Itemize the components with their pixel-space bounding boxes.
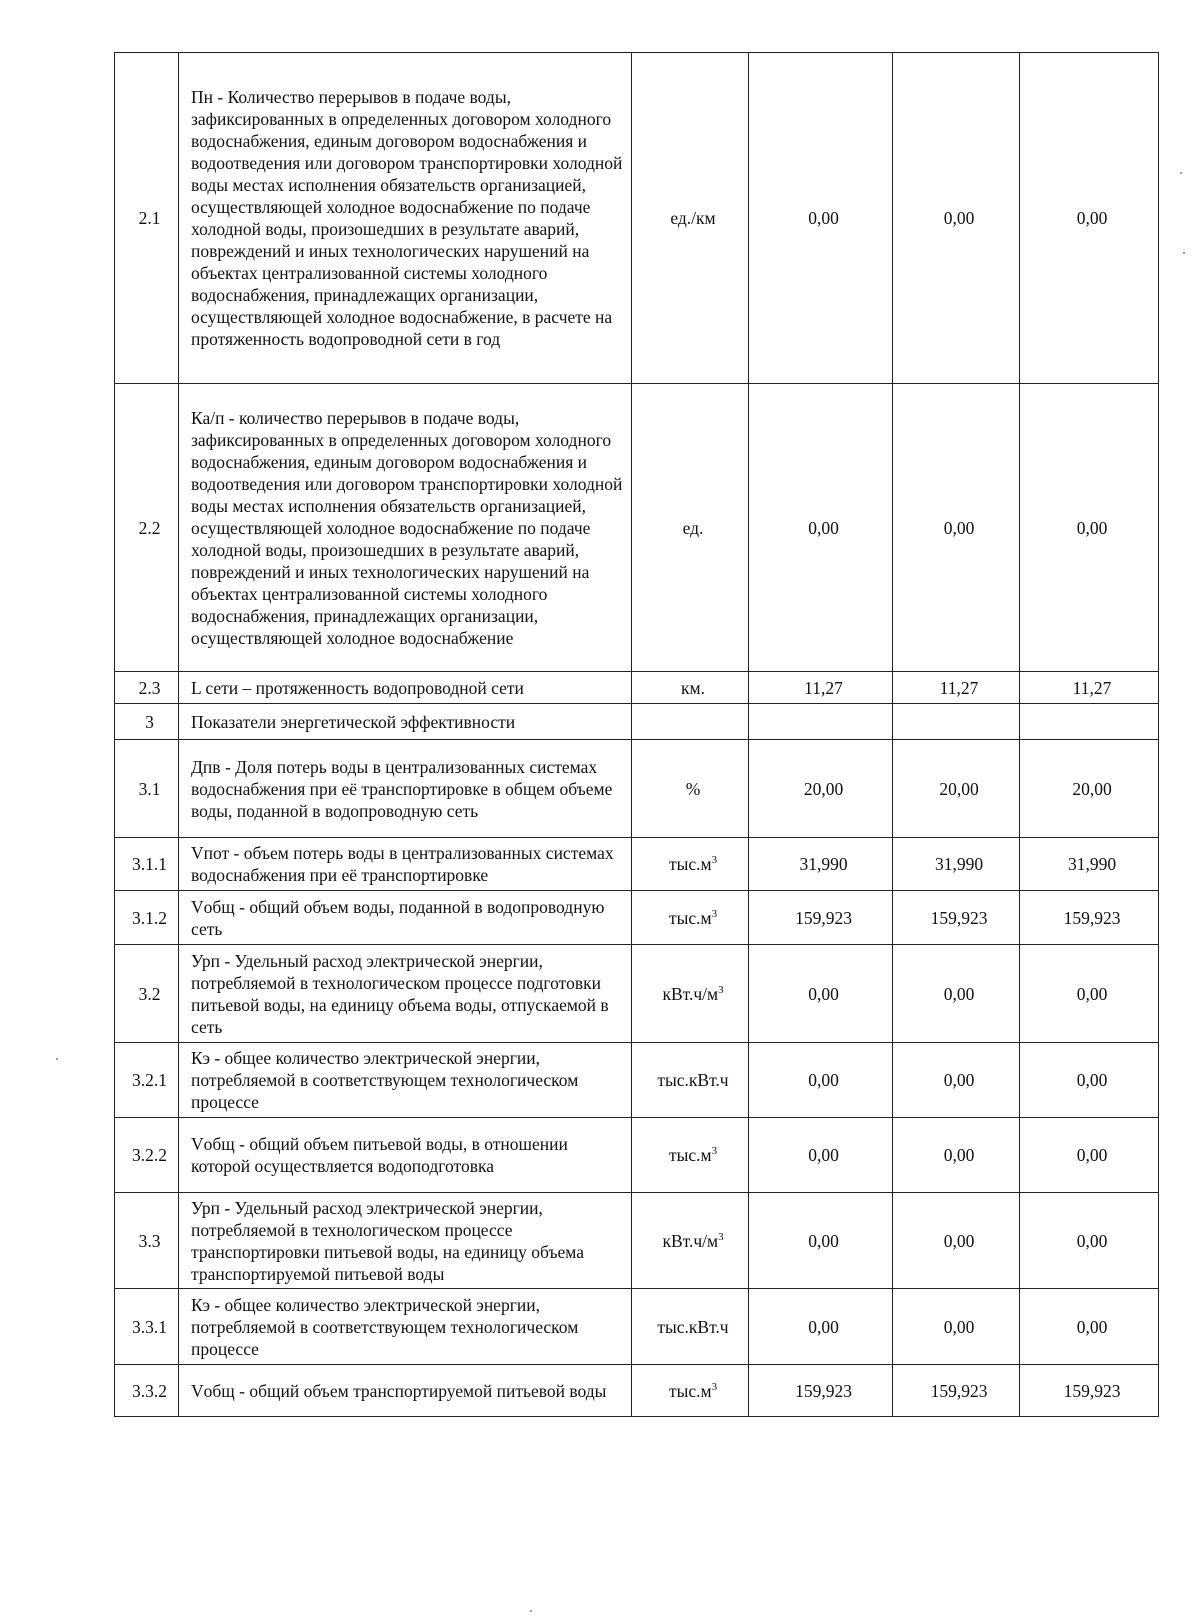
unit-cell (632, 672, 749, 704)
unit-superscript: 3 (711, 854, 718, 867)
scan-speck (530, 1610, 532, 1612)
indicator-name: Vпот - объем потерь воды в централизованных системах водоснабжения при её транспортировке (179, 838, 632, 891)
table-row (115, 704, 1159, 740)
value-cell-1: 0,00 (749, 384, 893, 672)
value-cell-2: 0,00 (893, 1118, 1020, 1193)
unit-cell (632, 740, 749, 838)
indicator-name: Пн - Количество перерывов в подаче воды, зафиксированных в определенных договором холодного водоснабжения, единым договором водоснабжения и водоотведения или договором транспортировки холодной воды местах исполнения обязательств организацией, осуществляющей холодное водоснабжение по подаче холодной воды, произошедших в результате аварий, повреждений и иных технологических нарушений на объектах централизованной системы холодного водоснабжения, принадлежащих организации, осуществляющей холодное водоснабжение, в расчете на протяженность водопроводной сети в год (179, 53, 632, 384)
value-cell-2: 20,00 (893, 740, 1020, 838)
table-row (115, 838, 1159, 891)
unit-cell (632, 1365, 749, 1417)
unit-superscript: 3 (718, 1230, 724, 1243)
unit-cell (632, 1289, 749, 1365)
row-number: 3.3.2 (115, 1365, 179, 1417)
row-number: 3.2.1 (115, 1043, 179, 1118)
value-cell-3: 0,00 (1020, 1289, 1159, 1365)
unit-label: тыс.м (668, 1145, 712, 1165)
value-cell-1 (749, 704, 893, 740)
row-number: 3.1 (115, 740, 179, 838)
row-number: 2.1 (115, 53, 179, 384)
unit-cell (632, 945, 749, 1043)
indicators-table (114, 52, 1159, 1417)
row-number: 3.3 (115, 1193, 179, 1289)
value-cell-2: 0,00 (893, 1193, 1020, 1289)
unit-cell (632, 704, 749, 740)
value-cell-1: 0,00 (749, 1118, 893, 1193)
unit-superscript: 3 (711, 1380, 718, 1393)
scan-speck (1180, 172, 1182, 174)
value-cell-3: 0,00 (1020, 1043, 1159, 1118)
value-cell-1: 0,00 (749, 1193, 893, 1289)
table-row (115, 1193, 1159, 1289)
value-cell-2: 0,00 (893, 53, 1020, 384)
value-cell-2 (893, 704, 1020, 740)
unit-cell (632, 1043, 749, 1118)
value-cell-1: 159,923 (749, 891, 893, 945)
value-cell-3: 0,00 (1020, 384, 1159, 672)
value-cell-2: 0,00 (893, 1289, 1020, 1365)
value-cell-1: 0,00 (749, 1043, 893, 1118)
row-number: 3.2 (115, 945, 179, 1043)
table-row (115, 1365, 1159, 1417)
section-heading: Показатели энергетической эффективности (179, 704, 632, 740)
indicator-name: Ка/п - количество перерывов в подаче воды, зафиксированных в определенных договором холодного водоснабжения, единым договором водоснабжения и водоотведения или договором транспортировки холодной воды местах исполнения обязательств организацией, осуществляющей холодное водоснабжение по подаче холодной воды, произошедших в результате аварий, повреждений и иных технологических нарушений на объектах централизованной системы холодного водоснабжения, принадлежащих организации, осуществляющей холодное водоснабжение (179, 384, 632, 672)
value-cell-2: 11,27 (893, 672, 1020, 704)
indicator-name: Урп - Удельный расход электрической энергии, потребляемой в технологическом процессе подготовки питьевой воды, на единицу объема воды, отпускаемой в сеть (179, 945, 632, 1043)
table-row (115, 1043, 1159, 1118)
value-cell-3 (1020, 704, 1159, 740)
indicator-name: Кэ - общее количество электрической энергии, потребляемой в соответствующем технологическом процессе (179, 1043, 632, 1118)
unit-cell (632, 384, 749, 672)
unit-label: ед. (682, 517, 704, 538)
value-cell-3: 0,00 (1020, 1193, 1159, 1289)
unit-cell (632, 53, 749, 384)
table-row (115, 1118, 1159, 1193)
indicator-name: Дпв - Доля потерь воды в централизованных системах водоснабжения при её транспортировке в общем объеме воды, поданной в водопроводную сеть (179, 740, 632, 838)
value-cell-1: 0,00 (749, 1289, 893, 1365)
unit-cell (632, 1118, 749, 1193)
table-row (115, 945, 1159, 1043)
value-cell-2: 159,923 (893, 1365, 1020, 1417)
unit-superscript: 3 (718, 983, 724, 996)
value-cell-1: 159,923 (749, 1365, 893, 1417)
value-cell-1: 0,00 (749, 53, 893, 384)
table-row (115, 1289, 1159, 1365)
value-cell-2: 0,00 (893, 945, 1020, 1043)
value-cell-3: 11,27 (1020, 672, 1159, 704)
value-cell-1: 31,990 (749, 838, 893, 891)
row-number: 2.3 (115, 672, 179, 704)
table-row (115, 53, 1159, 384)
unit-label: % (685, 778, 701, 799)
row-number: 3.3.1 (115, 1289, 179, 1365)
unit-label: тыс.м (668, 1380, 712, 1401)
unit-superscript: 3 (711, 907, 718, 920)
value-cell-3: 159,923 (1020, 891, 1159, 945)
value-cell-2: 31,990 (893, 838, 1020, 891)
unit-label: км. (681, 677, 705, 698)
unit-cell (632, 838, 749, 891)
indicator-name: Кэ - общее количество электрической энергии, потребляемой в соответствующем технологическом процессе (179, 1289, 632, 1365)
indicator-name: Урп - Удельный расход электрической энергии, потребляемой в технологическом процессе транспортировки питьевой воды, на единицу объема транспортируемой питьевой воды (179, 1193, 632, 1289)
row-number: 3.1.1 (115, 838, 179, 891)
indicator-name: Vобщ - общий объем воды, поданной в водопроводную сеть (179, 891, 632, 945)
indicator-name: Vобщ - общий объем питьевой воды, в отношении которой осуществляется водоподготовка (179, 1118, 632, 1193)
table-row (115, 672, 1159, 704)
indicator-name: Vобщ - общий объем транспортируемой питьевой воды (179, 1365, 632, 1417)
unit-label: тыс.кВт.ч (657, 1316, 729, 1337)
value-cell-3: 0,00 (1020, 1118, 1159, 1193)
table-row (115, 891, 1159, 945)
scan-speck (56, 1058, 58, 1060)
unit-label: тыс.м (668, 854, 712, 874)
unit-label: тыс.м (668, 907, 712, 928)
row-number: 3.1.2 (115, 891, 179, 945)
unit-label: тыс.кВт.ч (657, 1070, 729, 1090)
value-cell-3: 31,990 (1020, 838, 1159, 891)
value-cell-2: 0,00 (893, 384, 1020, 672)
value-cell-2: 159,923 (893, 891, 1020, 945)
unit-cell (632, 891, 749, 945)
unit-label: кВт.ч/м (662, 983, 719, 1004)
scan-speck (1183, 252, 1185, 254)
value-cell-1: 11,27 (749, 672, 893, 704)
value-cell-3: 159,923 (1020, 1365, 1159, 1417)
value-cell-1: 0,00 (749, 945, 893, 1043)
value-cell-3: 20,00 (1020, 740, 1159, 838)
table-row (115, 740, 1159, 838)
row-number: 2.2 (115, 384, 179, 672)
table-row (115, 384, 1159, 672)
row-number: 3 (115, 704, 179, 740)
unit-superscript: 3 (711, 1145, 718, 1158)
value-cell-1: 20,00 (749, 740, 893, 838)
unit-label: кВт.ч/м (662, 1230, 719, 1251)
unit-cell (632, 1193, 749, 1289)
unit-label: ед./км (670, 208, 716, 228)
row-number: 3.2.2 (115, 1118, 179, 1193)
value-cell-2: 0,00 (893, 1043, 1020, 1118)
value-cell-3: 0,00 (1020, 53, 1159, 384)
indicator-name: L сети – протяженность водопроводной сети (179, 672, 632, 704)
value-cell-3: 0,00 (1020, 945, 1159, 1043)
